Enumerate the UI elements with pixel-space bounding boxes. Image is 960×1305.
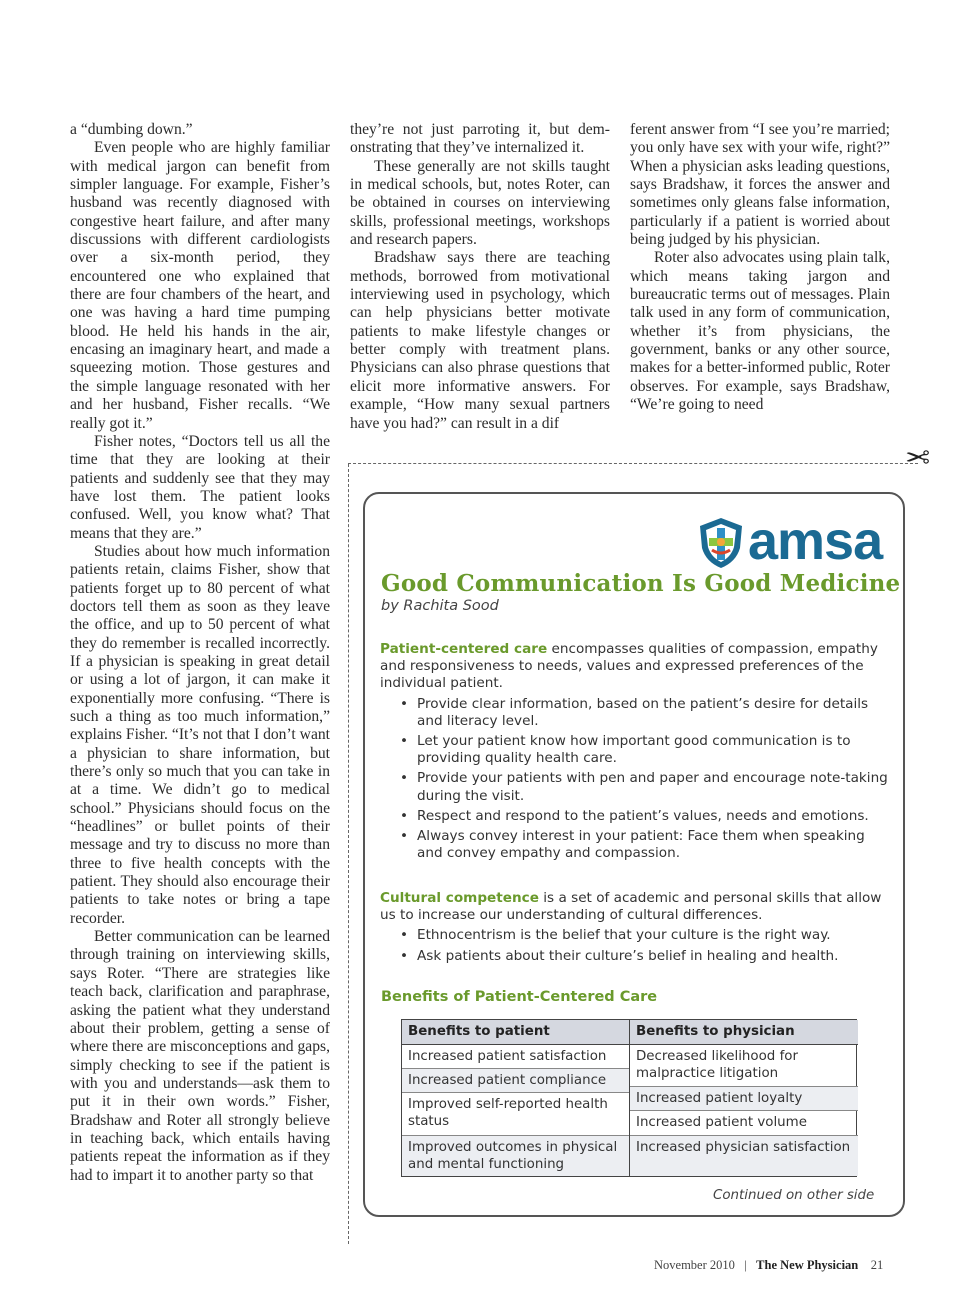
article-column-2 bbox=[350, 121, 610, 433]
list-item: • Let your patient know how important good communication is to providing quality health care. bbox=[380, 733, 892, 767]
bullet-list bbox=[380, 927, 892, 964]
paragraph: a “dumbing down.” bbox=[70, 121, 193, 138]
table-cell: Increased patient loyalty bbox=[630, 1087, 858, 1111]
table-cell: Improved outcomes in physical and mental functioning bbox=[402, 1136, 629, 1176]
paragraph: Even people who are highly familiar with medical jargon can benefit from simpler language. For example, Fisher’s husband was recently diagnosed with congestive heart failure, and after many discussions with different cardiologists over a six-month period, they encountered one who explained that there are four chambers of the heart, and one was having a hard time pumping blood. He held his hands in the air, encasing an imaginary heart, and made a squeezing motion. Those gestures and the simple language resonated with her and her husband, Fisher recalls. “We really got it.” bbox=[70, 139, 330, 432]
list-item: • Always convey interest in your patient: Face them when speaking and convey empathy and compassion. bbox=[380, 828, 892, 862]
publication-name: The New Physician bbox=[756, 1258, 859, 1272]
section-intro bbox=[380, 890, 892, 924]
bullet-list bbox=[380, 696, 892, 863]
table-header: Benefits to physician bbox=[630, 1020, 858, 1045]
paragraph: ferent answer from “I see you’re married; you only have sex with your wife, right?” When a physician asks leading questions, says Bradshaw, it forces the answer and sometimes only gleans false information, particularly if a patient is worried about being judged by his physician. bbox=[630, 121, 890, 249]
shield-icon bbox=[698, 516, 744, 570]
issue-date: November 2010 bbox=[654, 1258, 735, 1272]
paragraph: Roter also advocates using plain talk, which means taking jargon and bureaucratic terms out of messages. Plain talk used in any form of communication, whether it’s from physicians, the government, banks or any other source, makes for a better-informed public, Roter observes. For example, says Bradshaw, “We’re going to need bbox=[630, 249, 890, 414]
patient-centered-care-section bbox=[380, 641, 892, 865]
footer-separator: | bbox=[744, 1258, 747, 1272]
paragraph: Better communication can be learned through training on interviewing skills, says Roter. “There are strategies like teach back, clarification and paraphrase, asking the patient what they understand about their problem, getting a sense of where there are misconceptions and gaps, simply checking to see if the patient is with you and understands—ask them to put it in their own words.” Fisher, Bradshaw and Roter all strongly believe in teaching back, which entails having patients repeat the information as if they had to impart it to another party so that bbox=[70, 928, 330, 1184]
definition: encompasses qualities of compassion, empathy and responsiveness to needs, values and expressed preferences of the individual patient. bbox=[380, 641, 878, 692]
paragraph: Studies about how much information patients retain, claims Fisher, show that patients forget up to 80 percent of what doctors tell them as soon as they leave the office, and up to 50 percent of what they do remember is recalled incorrectly. If a physician is speaking in great detail or using a lot of jargon, it can make it exponentially more confusing. “There is such a thing as too much information,” explains Fisher. “It’s not that I don’t want a physician to share information, but there’s only so much that you can take in at a time. We didn’t go to medical school.” Physicians should focus on the “headlines” or bullet points of their message and try to discuss no more than three to five health concepts with the patient. They should also encourage their patients to take notes or bring a tape recorder. bbox=[70, 542, 330, 927]
list-item: • Provide your patients with pen and paper and encourage note-taking during the visit. bbox=[380, 770, 892, 804]
list-item: • Respect and respond to the patient’s values, needs and emotions. bbox=[380, 808, 892, 825]
paragraph: they’re not just parroting it, but demonstrating that they’ve internalized it. bbox=[350, 121, 610, 157]
paragraph: Bradshaw says there are teaching methods, borrowed from motivational interviewing used in psychology, which can help physicians better motivate patients to make lifestyle changes or better comply with treatment plans. Physicians can also phrase questions that elicit more informative answers. For example, “How many sexual partners have you had?” can result in a dif bbox=[350, 249, 610, 432]
page-footer bbox=[654, 1258, 883, 1273]
table-cell: Decreased likelihood for malpractice litigation bbox=[630, 1045, 858, 1087]
sidebar-box bbox=[363, 492, 905, 1217]
term-cultural-competence: Cultural competence bbox=[380, 890, 539, 906]
logo-wordmark: amsa bbox=[748, 511, 883, 571]
list-item: • Ask patients about their culture’s belief in healing and health. bbox=[380, 948, 892, 965]
continued-note: Continued on other side bbox=[713, 1188, 875, 1203]
cultural-competence-section bbox=[380, 890, 892, 968]
table-cell: Improved self-reported health status bbox=[402, 1093, 629, 1136]
table-column-patient bbox=[402, 1020, 630, 1176]
table-cell: Increased physician satisfaction bbox=[630, 1136, 858, 1176]
benefits-heading: Benefits of Patient-Centered Care bbox=[381, 989, 658, 1005]
cut-line-horizontal bbox=[348, 463, 918, 464]
table-cell: Increased patient compliance bbox=[402, 1069, 629, 1093]
benefits-table bbox=[401, 1019, 857, 1177]
page-number: 21 bbox=[870, 1258, 884, 1272]
article-column-3 bbox=[630, 121, 890, 415]
paragraph: These generally are not skills taught in medical schools, but, notes Roter, can be obtained in courses on interviewing skills, professional meetings, workshops and research papers. bbox=[350, 157, 610, 249]
definition: is a set of academic and personal skills that allow us to increase our understanding of cultural differences. bbox=[380, 890, 882, 924]
scissors-icon: ✂ bbox=[905, 438, 931, 473]
table-column-physician bbox=[630, 1020, 858, 1176]
table-header: Benefits to patient bbox=[402, 1020, 629, 1045]
table-cell: Increased patient volume bbox=[630, 1111, 858, 1136]
byline: by Rachita Sood bbox=[381, 598, 499, 614]
table-cell: Increased patient satisfaction bbox=[402, 1045, 629, 1069]
article-column-1 bbox=[70, 121, 330, 1185]
term-patient-centered-care: Patient-centered care bbox=[380, 641, 548, 657]
list-item: • Provide clear information, based on the patient’s desire for details and literacy level. bbox=[380, 696, 892, 730]
amsa-logo bbox=[698, 511, 888, 574]
cut-line-vertical bbox=[348, 464, 349, 1244]
paragraph: Fisher notes, “Doctors tell us all the time that they are looking at their patients and suddenly see that they may have lost them. The patient looks confused. Well, you know what? That means that they are.” bbox=[70, 432, 330, 542]
section-intro bbox=[380, 641, 892, 693]
sidebar-title: Good Communication Is Good Medicine bbox=[381, 570, 901, 597]
list-item: • Ethnocentrism is the belief that your culture is the right way. bbox=[380, 927, 892, 944]
